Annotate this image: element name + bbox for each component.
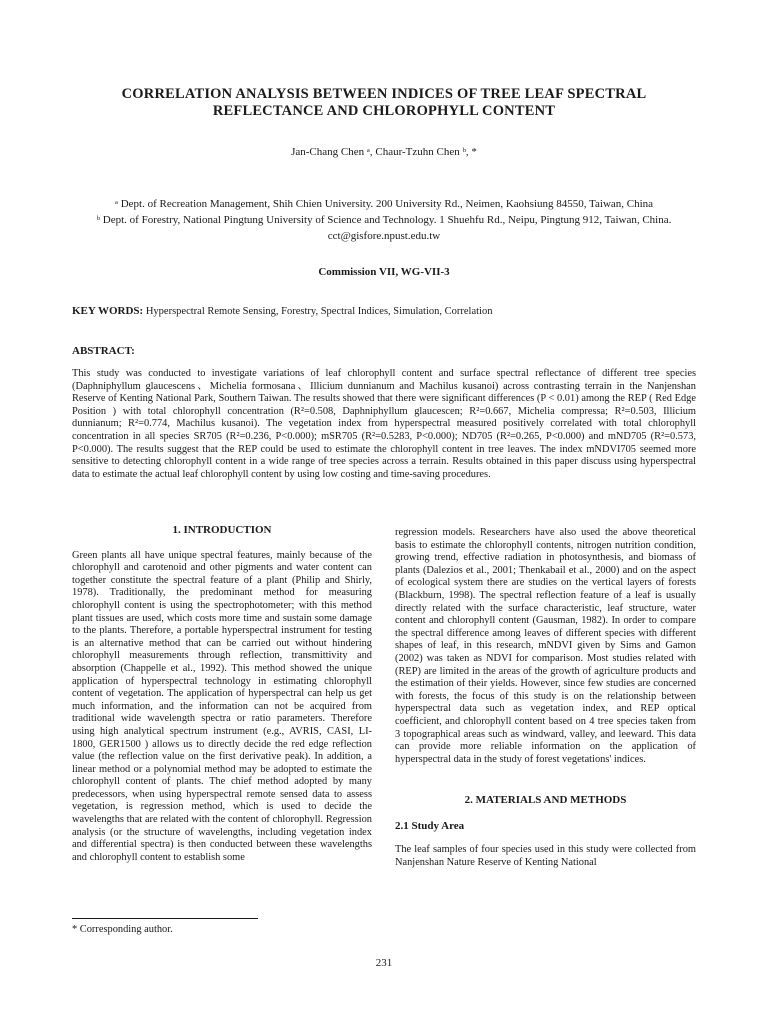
study-area-heading: 2.1 Study Area [395,819,465,832]
methods-heading: 2. MATERIALS AND METHODS [464,794,627,807]
right-column [395,527,696,870]
keywords-line [72,305,696,317]
commission-line: Commission VII, WG-VII-3 [318,266,450,278]
keywords-label: KEY WORDS: [72,305,144,317]
keywords-text: Hyperspectral Remote Sensing, Forestry, Spectral Indices, Simulation, Correlation [145,306,493,317]
abstract-body: This study was conducted to investigate variations of leaf chlorophyll content and surface spectral reflectance of different tree species (Daphniphyllum glaucescens、Michelia formosana、Illicium dunnianum and Machilus kusanoi) across contrasting terrain in the Nanjenshan Reserve of Kenting National Park, Southern Taiwan. The results showed that there were significant differences (P < 0.01) among the REP ( Red Edge Position ) with total chlorophyll concentration (R²=0.508, Daphniphyllum glaucescen; R²=0.667, Michelia compressa; R²=0.503, Illicium dunnianum; R²=0.774, Machilus kusanoi). The vegetation index from hyperspectral measured positively correlated with total chlorophyll concentration in all species SR705 (R²=0.236, P<0.000); mSR705 (R²=0.5283, P<0.000); ND705 (R²=0.265, P<0.000) and mND705 (R²=0.573, P<0.000). The results suggest that the REP could be used to estimate the chlorophyll content in tree leaves. The index mNDVI705 seemed more sensitive to detecting chlorophyll content in a wide range of tree species across a terrain. Results obtained in this paper discuss using hyperspectral data to estimate the actual leaf chlorophyll content by using low costing and time-saving procedures. [72,368,696,480]
intro-heading: 1. INTRODUCTION [172,524,272,536]
author-line: Jan-Chang Chen ᵃ, Chaur-Tzuhn Chen ᵇ, * [291,146,477,158]
page-number: 231 [375,957,393,969]
footnote: * Corresponding author. [72,924,173,935]
footnote-rule [72,918,258,919]
intro-paragraph-right: regression models. Researchers have also used the above theoretical basis to estimate the chlorophyll contents, nitrogen nutrition condition, growing trend, effective radiation in photosynthesis, and biomass of plants (Dalezios et al., 2001; Thenkabail et al., 2000) and on the aspect of ecological system there are studies on the vertical layers of forests (Blackburn, 1998). The spectral reflection feature of a leaf is usually directly related with the surface characteristic, leaf structure, water content and chlorophyll content (Gausman, 1982). In order to compare the spectral difference among leaves of different species with different shapes of leaf, in this research, mNDVI given by Sims and Gamon (2002) was taken as NDVI for comparison. Most studies related with (REP) are limited in the areas of the growth of agriculture products and the estimation of their yields. However, since few studies are concerned with forests, the focus of this study is on the relationship between hyperspectral data such as vegetation index, and REP optical coefficient, and chlorophyll content based on 4 tree species taken from 3 topographical areas such as windward, valley, and leeward. This data can provide more reliable information on the application of hyperspectral data in the study of forest vegetations' indices. [395,527,696,765]
left-column [72,524,372,864]
abstract-heading: ABSTRACT: [72,345,135,357]
affiliation-a: ᵃ Dept. of Recreation Management, Shih Chien University. 200 University Rd., Neimen, Kaohsiung 84550, Taiwan, China [114,198,654,210]
affiliations [78,196,690,244]
intro-paragraph-left: Green plants all have unique spectral features, mainly because of the chlorophyll and carotenoid and other pigments and water content can together constitute the spectral feature of a plant (Philip and Shirly, 1978). Traditionally, the predominant method for measuring chlorophyll content is using the spectrophotometer; with this method plant tissues are used, which costs more time and sustain some damage to the plants. Therefore, a portable hyperspectral instrument for testing is an alternative method that can be carried out without hindering chlorophyll measurements through reflection, transmittivity and absorption (Chappelle et al., 1992). This method showed the unique application of hyperspectral technology in estimating chlorophyll content of vegetation. The application of hyperspectral can help us get much information, and the information can not be acquired from traditional wide wavelength spectra or ratio parameters. Therefore using high analytical spectrum instrument (e.g., AVRIS, CASI, LI-1800, GER1500 ) allows us to directly decide the red edge reflection value (the reflection value on the first derivative peak). In addition, a linear method or a polynomial method may be adopted to estimate the chlorophyll content of plants. The chief method adopted by many predecessors, when using hyperspectral remote sensed data to assess vegetation, is regression method, which is used to decide the wavelengths that are related with the content of chlorophyll. Regression analysis (or the structure of wavelengths, including vegetation index and differential spectra) is then conducted between these wavelengths and chlorophyll content to establish some [72,549,372,863]
study-area-paragraph: The leaf samples of four species used in this study were collected from Nanjenshan Nature Reserve of Kenting National [395,844,696,869]
affiliation-b: ᵇ Dept. of Forestry, National Pingtung University of Science and Technology. 1 Shuehfu Rd., Neipu, Pingtung 912, Taiwan, China. cct@gisfore.npust.edu.tw [96,214,672,242]
paper-title: CORRELATION ANALYSIS BETWEEN INDICES OF TREE LEAF SPECTRAL REFLECTANCE AND CHLOROPHYLL CONTENT [121,86,647,119]
